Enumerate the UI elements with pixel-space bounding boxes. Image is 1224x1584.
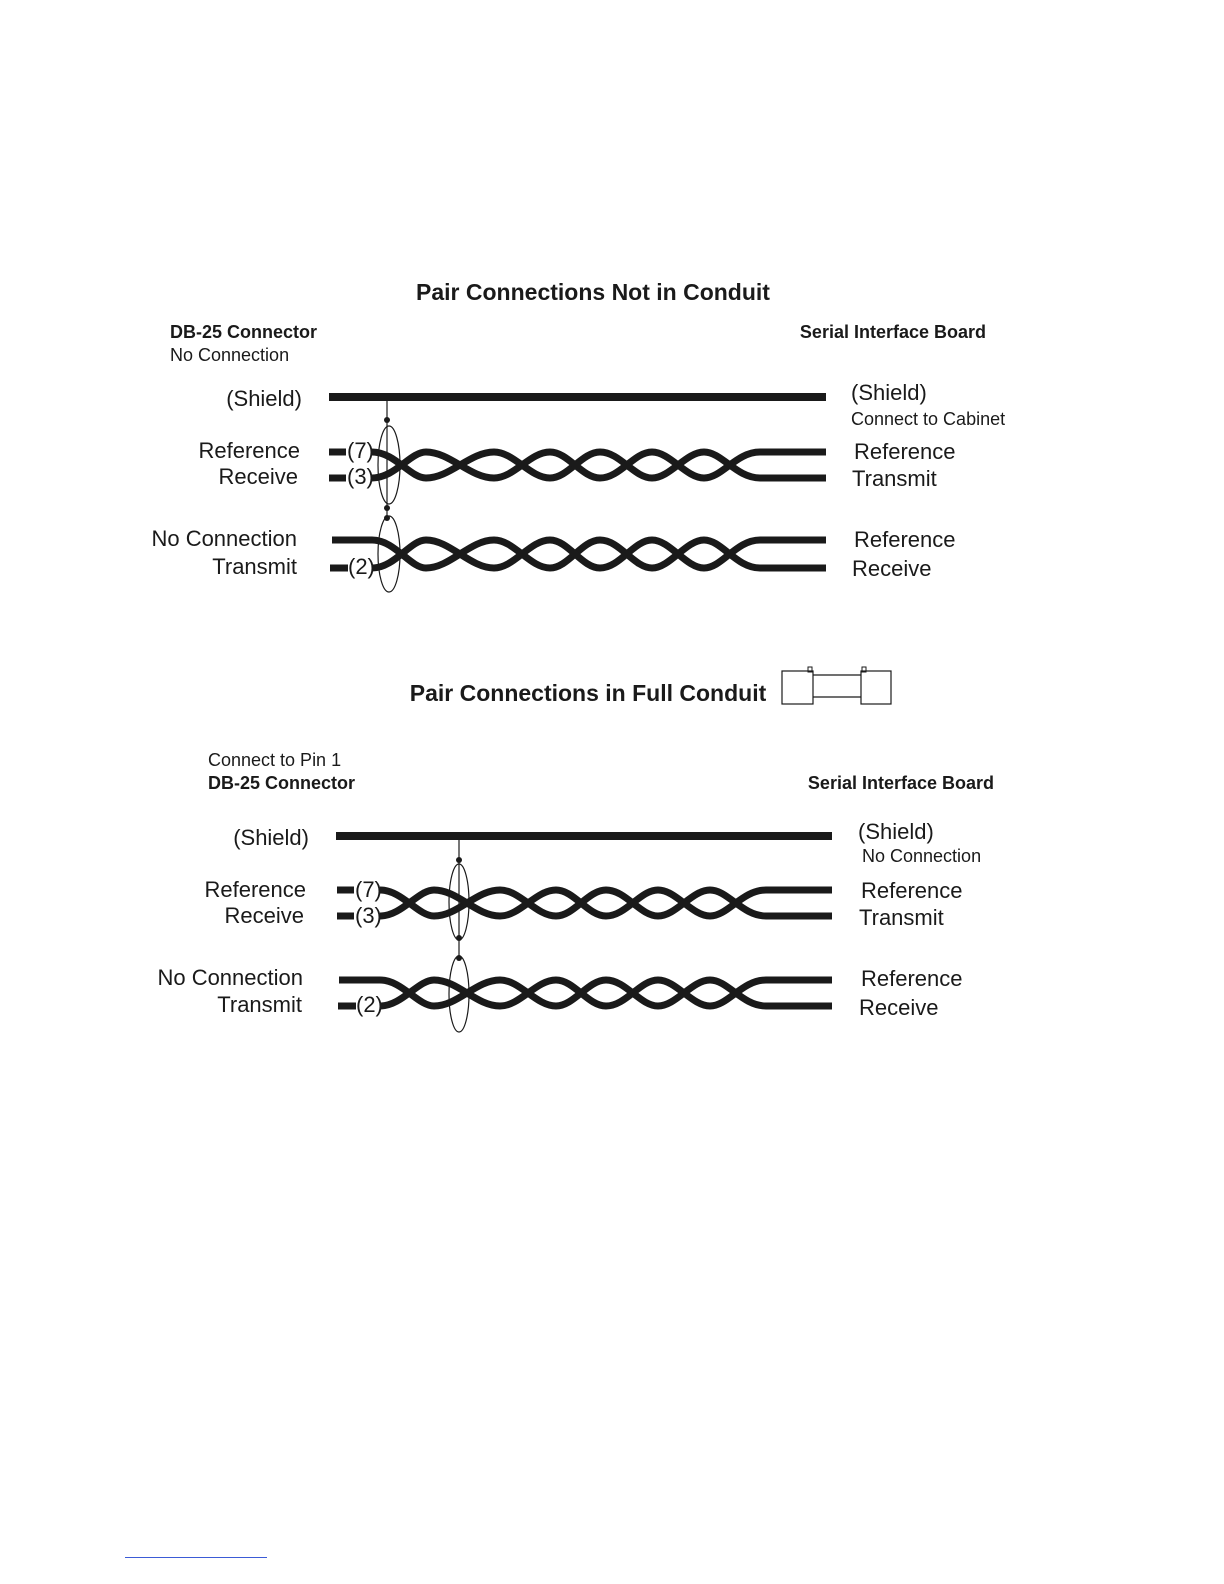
diagram-bottom-pair1-left-2: Receive xyxy=(224,903,304,928)
diagram-top-left-header: DB-25 Connector xyxy=(170,322,318,342)
diagram-bottom-pair1-right-2: Transmit xyxy=(859,905,944,930)
diagram-bottom-pin-3: (3) xyxy=(355,903,382,928)
diagram-bottom-left-header: DB-25 Connector xyxy=(208,773,356,793)
diagram-bottom-pair2-right-1: Reference xyxy=(861,966,963,991)
diagram-top-title: Pair Connections Not in Conduit xyxy=(416,279,770,305)
diagram-top-pair1-right-2: Transmit xyxy=(852,466,937,491)
diagram-bottom-pair1-left-1: Reference xyxy=(204,877,306,902)
diagram-top-pair1-right-1: Reference xyxy=(854,439,956,464)
diagram-bottom-pin-7: (7) xyxy=(355,877,382,902)
conduit-icon xyxy=(782,667,891,704)
diagram-top-pair2-left-1: No Connection xyxy=(151,526,297,551)
diagram-top-pin-7: (7) xyxy=(347,438,374,463)
diagram-bottom-pair2-left-1: No Connection xyxy=(157,965,303,990)
diagram-top-pair1-left-1: Reference xyxy=(198,438,300,463)
diagram-not-in-conduit xyxy=(151,279,1005,592)
diagram-top-drain-dot-1 xyxy=(384,417,390,423)
diagram-full-conduit xyxy=(157,667,994,1032)
diagram-top-left-note: No Connection xyxy=(170,345,290,365)
diagram-top-pin-3: (3) xyxy=(347,464,374,489)
diagram-bottom-left-note: Connect to Pin 1 xyxy=(208,750,342,770)
diagram-bottom-title: Pair Connections in Full Conduit xyxy=(409,680,767,706)
diagram-bottom-pair2-right-2: Receive xyxy=(859,995,939,1020)
diagram-bottom-pin-2: (2) xyxy=(356,992,383,1017)
diagram-top-shield-right: (Shield) xyxy=(851,380,927,405)
diagram-bottom-pair2-left-2: Transmit xyxy=(217,992,302,1017)
diagram-top-drain-dot-2 xyxy=(384,505,390,511)
diagram-top-shield-left: (Shield) xyxy=(226,386,302,411)
diagram-bottom-shield-right-note: No Connection xyxy=(862,846,982,866)
diagram-bottom-shield-right: (Shield) xyxy=(858,819,934,844)
diagram-top-right-header: Serial Interface Board xyxy=(799,322,986,342)
diagram-top-pair2-left-2: Transmit xyxy=(212,554,297,579)
diagram-top-pair1-left-2: Receive xyxy=(218,464,298,489)
diagram-top-pair2-right-1: Reference xyxy=(854,527,956,552)
diagram-bottom-pair1-right-1: Reference xyxy=(861,878,963,903)
diagram-top-pin-2: (2) xyxy=(348,554,375,579)
diagram-bottom-drain-dot-1 xyxy=(456,857,462,863)
diagram-bottom-shield-left: (Shield) xyxy=(233,825,309,850)
footer-rule xyxy=(125,1557,267,1558)
diagram-bottom-right-header: Serial Interface Board xyxy=(807,773,994,793)
diagram-bottom-drain-dot-2 xyxy=(456,935,462,941)
diagram-top-shield-right-note: Connect to Cabinet xyxy=(851,409,1006,429)
diagram-top-pair2-right-2: Receive xyxy=(852,556,932,581)
